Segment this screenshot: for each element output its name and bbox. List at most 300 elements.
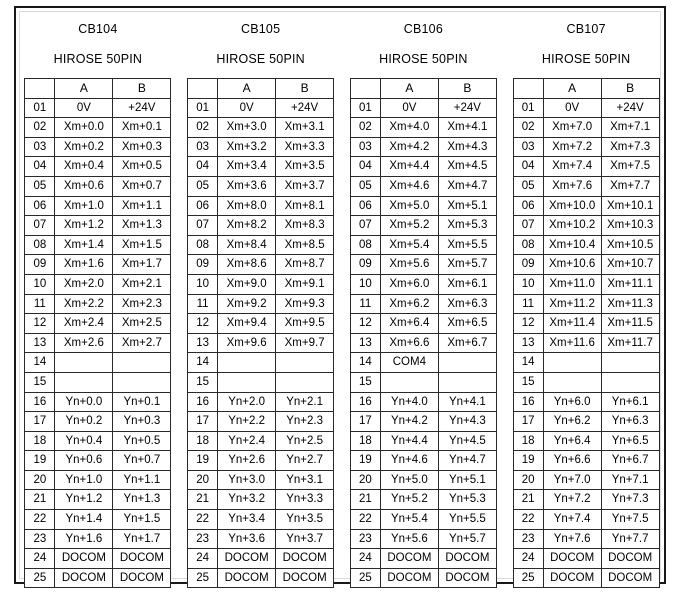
connector-block bbox=[344, 10, 504, 588]
pin-number-cell: 09 bbox=[350, 255, 380, 275]
column-header-a: A bbox=[543, 79, 601, 99]
pin-signal-cell-a: Xm+6.4 bbox=[380, 314, 438, 334]
pin-signal-cell-a: Xm+6.0 bbox=[380, 274, 438, 294]
pin-signal-cell-a: DOCOM bbox=[55, 549, 113, 569]
pin-signal-cell-b: Xm+10.7 bbox=[601, 255, 659, 275]
pin-signal-cell-b: DOCOM bbox=[601, 568, 659, 588]
pin-number-cell: 03 bbox=[350, 137, 380, 157]
pin-number-cell: 02 bbox=[350, 118, 380, 138]
table-row bbox=[350, 510, 496, 530]
pin-number-cell: 13 bbox=[513, 333, 543, 353]
pin-number-cell: 15 bbox=[513, 372, 543, 392]
pin-signal-cell-a: 0V bbox=[380, 98, 438, 118]
column-header-pin bbox=[513, 79, 543, 99]
table-row bbox=[25, 451, 171, 471]
pin-number-cell: 08 bbox=[350, 235, 380, 255]
table-row bbox=[188, 255, 334, 275]
table-row bbox=[350, 196, 496, 216]
pin-number-cell: 11 bbox=[513, 294, 543, 314]
column-header-b: B bbox=[601, 79, 659, 99]
pin-number-cell: 22 bbox=[513, 510, 543, 530]
table-row bbox=[350, 314, 496, 334]
pin-signal-cell-b: +24V bbox=[276, 98, 334, 118]
pin-number-cell: 07 bbox=[513, 216, 543, 236]
pin-signal-cell-b: Xm+5.5 bbox=[438, 235, 496, 255]
pin-signal-cell-b: +24V bbox=[113, 98, 171, 118]
pin-signal-cell-b: Xm+8.7 bbox=[276, 255, 334, 275]
pin-number-cell: 04 bbox=[25, 157, 55, 177]
pin-signal-cell-b: Xm+3.1 bbox=[276, 118, 334, 138]
pin-signal-cell-a: Xm+7.0 bbox=[543, 118, 601, 138]
pin-signal-cell-a: DOCOM bbox=[543, 568, 601, 588]
pin-signal-cell-a: Yn+2.2 bbox=[218, 412, 276, 432]
pin-number-cell: 13 bbox=[188, 333, 218, 353]
pin-signal-cell-b: Xm+0.3 bbox=[113, 137, 171, 157]
pin-assignment-table bbox=[350, 78, 497, 588]
pin-signal-cell-b: Yn+1.7 bbox=[113, 529, 171, 549]
pin-signal-cell-b bbox=[113, 372, 171, 392]
pin-signal-cell-a: Xm+11.6 bbox=[543, 333, 601, 353]
pin-signal-cell-b: Yn+5.3 bbox=[438, 490, 496, 510]
table-row bbox=[513, 510, 659, 530]
table-row bbox=[513, 490, 659, 510]
table-row bbox=[350, 549, 496, 569]
pin-number-cell: 20 bbox=[350, 470, 380, 490]
pin-signal-cell-b: Xm+2.7 bbox=[113, 333, 171, 353]
pin-number-cell: 06 bbox=[513, 196, 543, 216]
pin-number-cell: 15 bbox=[350, 372, 380, 392]
pin-signal-cell-a: Yn+0.0 bbox=[55, 392, 113, 412]
pin-number-cell: 11 bbox=[25, 294, 55, 314]
pin-signal-cell-a: Yn+5.2 bbox=[380, 490, 438, 510]
pin-signal-cell-b: Yn+6.5 bbox=[601, 431, 659, 451]
pin-signal-cell-a: Xm+2.2 bbox=[55, 294, 113, 314]
pin-signal-cell-a: Yn+5.4 bbox=[380, 510, 438, 530]
table-row bbox=[350, 392, 496, 412]
pin-signal-cell-a: Xm+5.2 bbox=[380, 216, 438, 236]
table-row bbox=[188, 510, 334, 530]
pin-signal-cell-b: Xm+1.3 bbox=[113, 216, 171, 236]
pin-signal-cell-b: Xm+4.5 bbox=[438, 157, 496, 177]
pin-signal-cell-a: Yn+4.6 bbox=[380, 451, 438, 471]
pin-signal-cell-a: Yn+2.4 bbox=[218, 431, 276, 451]
pin-number-cell: 18 bbox=[513, 431, 543, 451]
pin-signal-cell-a: Xm+7.6 bbox=[543, 176, 601, 196]
connector-title: CB107 bbox=[566, 22, 606, 36]
pin-signal-cell-b: Xm+6.3 bbox=[438, 294, 496, 314]
table-row bbox=[25, 157, 171, 177]
pin-signal-cell-a: Xm+4.4 bbox=[380, 157, 438, 177]
table-row bbox=[513, 451, 659, 471]
pin-signal-cell-b bbox=[276, 372, 334, 392]
pin-number-cell: 02 bbox=[513, 118, 543, 138]
pin-number-cell: 25 bbox=[188, 568, 218, 588]
pin-number-cell: 05 bbox=[513, 176, 543, 196]
pin-number-cell: 19 bbox=[513, 451, 543, 471]
table-row bbox=[350, 431, 496, 451]
pin-signal-cell-a: Xm+9.6 bbox=[218, 333, 276, 353]
pin-signal-cell-a: 0V bbox=[55, 98, 113, 118]
pin-signal-cell-b: Yn+2.7 bbox=[276, 451, 334, 471]
pin-signal-cell-b: Yn+1.3 bbox=[113, 490, 171, 510]
pin-signal-cell-a: Yn+5.0 bbox=[380, 470, 438, 490]
pin-signal-cell-a: Yn+4.0 bbox=[380, 392, 438, 412]
table-row bbox=[513, 412, 659, 432]
pin-signal-cell-a: Xm+4.0 bbox=[380, 118, 438, 138]
pin-signal-cell-b: Xm+7.3 bbox=[601, 137, 659, 157]
pin-number-cell: 25 bbox=[350, 568, 380, 588]
pin-signal-cell-a: Yn+3.6 bbox=[218, 529, 276, 549]
pin-signal-cell-b: Yn+0.3 bbox=[113, 412, 171, 432]
pin-signal-cell-a: Xm+11.4 bbox=[543, 314, 601, 334]
pin-signal-cell-b: Xm+7.7 bbox=[601, 176, 659, 196]
table-row bbox=[513, 529, 659, 549]
connector-type-label: HIROSE 50PIN bbox=[379, 52, 468, 66]
table-row bbox=[350, 294, 496, 314]
pin-number-cell: 22 bbox=[25, 510, 55, 530]
pin-signal-cell-a bbox=[380, 372, 438, 392]
table-row bbox=[513, 255, 659, 275]
table-row bbox=[188, 392, 334, 412]
pin-signal-cell-b: Yn+4.3 bbox=[438, 412, 496, 432]
pin-signal-cell-b: Xm+9.5 bbox=[276, 314, 334, 334]
table-row bbox=[188, 353, 334, 373]
pin-signal-cell-b: Xm+11.3 bbox=[601, 294, 659, 314]
pin-signal-cell-a: Yn+6.2 bbox=[543, 412, 601, 432]
pin-signal-cell-b: Yn+1.5 bbox=[113, 510, 171, 530]
pin-signal-cell-a bbox=[543, 353, 601, 373]
pin-signal-cell-b bbox=[601, 353, 659, 373]
pin-number-cell: 07 bbox=[25, 216, 55, 236]
pin-number-cell: 24 bbox=[513, 549, 543, 569]
pin-signal-cell-b: Xm+2.5 bbox=[113, 314, 171, 334]
pin-number-cell: 16 bbox=[25, 392, 55, 412]
pin-signal-cell-a: Xm+0.4 bbox=[55, 157, 113, 177]
pin-number-cell: 16 bbox=[188, 392, 218, 412]
pin-number-cell: 12 bbox=[25, 314, 55, 334]
pin-number-cell: 23 bbox=[25, 529, 55, 549]
table-row bbox=[513, 176, 659, 196]
pin-signal-cell-b bbox=[438, 372, 496, 392]
table-row bbox=[513, 157, 659, 177]
pin-number-cell: 17 bbox=[513, 412, 543, 432]
pin-number-cell: 18 bbox=[350, 431, 380, 451]
pin-signal-cell-a: Yn+6.0 bbox=[543, 392, 601, 412]
pin-number-cell: 25 bbox=[25, 568, 55, 588]
pin-signal-cell-a: Xm+0.2 bbox=[55, 137, 113, 157]
pin-signal-cell-b: Xm+4.7 bbox=[438, 176, 496, 196]
pin-signal-cell-a: DOCOM bbox=[218, 549, 276, 569]
pin-signal-cell-a: Xm+2.4 bbox=[55, 314, 113, 334]
pin-signal-cell-b: Yn+0.7 bbox=[113, 451, 171, 471]
table-row bbox=[25, 529, 171, 549]
pin-signal-cell-a: Yn+7.4 bbox=[543, 510, 601, 530]
table-row bbox=[513, 392, 659, 412]
pin-signal-cell-a: Yn+1.6 bbox=[55, 529, 113, 549]
pin-signal-cell-b: Xm+1.5 bbox=[113, 235, 171, 255]
pin-number-cell: 14 bbox=[25, 353, 55, 373]
pin-number-cell: 01 bbox=[350, 98, 380, 118]
table-row bbox=[25, 255, 171, 275]
pin-number-cell: 11 bbox=[188, 294, 218, 314]
table-row bbox=[188, 372, 334, 392]
pin-number-cell: 05 bbox=[25, 176, 55, 196]
table-row bbox=[188, 235, 334, 255]
pin-signal-cell-a: Yn+1.0 bbox=[55, 470, 113, 490]
table-row bbox=[25, 549, 171, 569]
pin-signal-cell-a: Xm+9.4 bbox=[218, 314, 276, 334]
table-row bbox=[25, 118, 171, 138]
pin-number-cell: 24 bbox=[350, 549, 380, 569]
table-row bbox=[513, 216, 659, 236]
pin-signal-cell-b: Xm+7.1 bbox=[601, 118, 659, 138]
table-row bbox=[25, 568, 171, 588]
pin-number-cell: 07 bbox=[188, 216, 218, 236]
pin-signal-cell-b: Yn+6.1 bbox=[601, 392, 659, 412]
pin-signal-cell-a: DOCOM bbox=[380, 568, 438, 588]
pin-signal-cell-b: Yn+1.1 bbox=[113, 470, 171, 490]
pin-signal-cell-a: Xm+4.2 bbox=[380, 137, 438, 157]
pin-signal-cell-a: 0V bbox=[218, 98, 276, 118]
pin-number-cell: 04 bbox=[513, 157, 543, 177]
pin-signal-cell-b: Yn+7.1 bbox=[601, 470, 659, 490]
pin-signal-cell-a: Yn+3.4 bbox=[218, 510, 276, 530]
pin-signal-cell-b: Xm+11.5 bbox=[601, 314, 659, 334]
pin-signal-cell-a: Xm+9.0 bbox=[218, 274, 276, 294]
pin-signal-cell-a: DOCOM bbox=[55, 568, 113, 588]
pin-signal-cell-b: Xm+11.1 bbox=[601, 274, 659, 294]
pin-number-cell: 10 bbox=[513, 274, 543, 294]
table-row bbox=[513, 314, 659, 334]
pin-number-cell: 10 bbox=[350, 274, 380, 294]
pin-number-cell: 14 bbox=[350, 353, 380, 373]
pin-signal-cell-a: Yn+4.2 bbox=[380, 412, 438, 432]
pin-number-cell: 10 bbox=[25, 274, 55, 294]
pin-signal-cell-b: Xm+1.7 bbox=[113, 255, 171, 275]
table-row bbox=[513, 274, 659, 294]
pin-signal-cell-b: Xm+2.1 bbox=[113, 274, 171, 294]
table-row bbox=[25, 412, 171, 432]
pin-signal-cell-b: DOCOM bbox=[113, 549, 171, 569]
pin-number-cell: 18 bbox=[188, 431, 218, 451]
pin-signal-cell-b: Yn+4.5 bbox=[438, 431, 496, 451]
pin-signal-cell-a: Xm+1.0 bbox=[55, 196, 113, 216]
pin-number-cell: 16 bbox=[350, 392, 380, 412]
pin-signal-cell-a: Yn+0.6 bbox=[55, 451, 113, 471]
pin-signal-cell-a: Xm+0.6 bbox=[55, 176, 113, 196]
pin-signal-cell-a: Xm+2.6 bbox=[55, 333, 113, 353]
pin-number-cell: 03 bbox=[25, 137, 55, 157]
pin-number-cell: 08 bbox=[25, 235, 55, 255]
column-header-pin bbox=[350, 79, 380, 99]
pin-signal-cell-a: Yn+1.4 bbox=[55, 510, 113, 530]
pin-number-cell: 12 bbox=[513, 314, 543, 334]
pin-number-cell: 20 bbox=[513, 470, 543, 490]
pin-signal-cell-b: Xm+4.1 bbox=[438, 118, 496, 138]
pin-number-cell: 03 bbox=[513, 137, 543, 157]
table-row bbox=[25, 314, 171, 334]
pin-signal-cell-a bbox=[218, 353, 276, 373]
table-row bbox=[513, 98, 659, 118]
pin-signal-cell-b: Yn+3.1 bbox=[276, 470, 334, 490]
pin-signal-cell-b: Xm+5.7 bbox=[438, 255, 496, 275]
connector-title: CB105 bbox=[241, 22, 281, 36]
pin-signal-cell-b: Xm+3.5 bbox=[276, 157, 334, 177]
pin-signal-cell-b: +24V bbox=[438, 98, 496, 118]
pin-number-cell: 18 bbox=[25, 431, 55, 451]
table-row bbox=[25, 137, 171, 157]
pin-signal-cell-a: Xm+1.2 bbox=[55, 216, 113, 236]
table-row bbox=[350, 274, 496, 294]
pin-signal-cell-a: Xm+3.4 bbox=[218, 157, 276, 177]
pin-signal-cell-b: Xm+0.7 bbox=[113, 176, 171, 196]
table-row bbox=[188, 490, 334, 510]
pin-signal-cell-b: Xm+8.3 bbox=[276, 216, 334, 236]
pin-signal-cell-a: DOCOM bbox=[380, 549, 438, 569]
pin-signal-cell-a: Yn+6.4 bbox=[543, 431, 601, 451]
pin-assignment-table bbox=[513, 78, 660, 588]
table-row bbox=[513, 118, 659, 138]
pin-signal-cell-b: Yn+3.7 bbox=[276, 529, 334, 549]
table-row bbox=[513, 333, 659, 353]
pin-signal-cell-b: Yn+2.5 bbox=[276, 431, 334, 451]
pin-signal-cell-a: Xm+3.2 bbox=[218, 137, 276, 157]
table-row bbox=[25, 431, 171, 451]
pin-signal-cell-b: Xm+0.5 bbox=[113, 157, 171, 177]
pin-signal-cell-b: Xm+10.3 bbox=[601, 216, 659, 236]
table-row bbox=[350, 568, 496, 588]
pin-signal-cell-b: Xm+9.1 bbox=[276, 274, 334, 294]
pin-signal-cell-a: Xm+11.2 bbox=[543, 294, 601, 314]
table-row bbox=[188, 157, 334, 177]
pin-signal-cell-b: Xm+2.3 bbox=[113, 294, 171, 314]
pin-signal-cell-b bbox=[601, 372, 659, 392]
table-row bbox=[25, 216, 171, 236]
pin-number-cell: 22 bbox=[188, 510, 218, 530]
table-row bbox=[513, 235, 659, 255]
pin-signal-cell-b: DOCOM bbox=[276, 568, 334, 588]
pin-number-cell: 03 bbox=[188, 137, 218, 157]
pin-number-cell: 23 bbox=[188, 529, 218, 549]
pin-signal-cell-b: DOCOM bbox=[276, 549, 334, 569]
pin-number-cell: 02 bbox=[25, 118, 55, 138]
pin-number-cell: 24 bbox=[25, 549, 55, 569]
pin-number-cell: 21 bbox=[188, 490, 218, 510]
table-header-row bbox=[188, 79, 334, 99]
pin-signal-cell-b: Xm+11.7 bbox=[601, 333, 659, 353]
pin-signal-cell-b: Yn+7.3 bbox=[601, 490, 659, 510]
pin-number-cell: 04 bbox=[350, 157, 380, 177]
pin-signal-cell-b: Xm+4.3 bbox=[438, 137, 496, 157]
pin-number-cell: 14 bbox=[513, 353, 543, 373]
pin-signal-cell-a: Xm+4.6 bbox=[380, 176, 438, 196]
pin-number-cell: 05 bbox=[350, 176, 380, 196]
pin-signal-cell-a: Xm+5.4 bbox=[380, 235, 438, 255]
table-row bbox=[188, 196, 334, 216]
pin-number-cell: 09 bbox=[25, 255, 55, 275]
table-row bbox=[188, 529, 334, 549]
pin-number-cell: 21 bbox=[25, 490, 55, 510]
pin-signal-cell-b: Yn+0.5 bbox=[113, 431, 171, 451]
pin-number-cell: 13 bbox=[350, 333, 380, 353]
connector-type-label: HIROSE 50PIN bbox=[53, 52, 143, 66]
pin-number-cell: 20 bbox=[25, 470, 55, 490]
pin-signal-cell-b: Yn+2.3 bbox=[276, 412, 334, 432]
pin-signal-cell-b: +24V bbox=[601, 98, 659, 118]
pin-signal-cell-b: Yn+5.5 bbox=[438, 510, 496, 530]
pin-number-cell: 15 bbox=[25, 372, 55, 392]
table-row bbox=[25, 274, 171, 294]
pin-number-cell: 19 bbox=[188, 451, 218, 471]
table-header-row bbox=[350, 79, 496, 99]
table-row bbox=[188, 333, 334, 353]
pin-number-cell: 19 bbox=[25, 451, 55, 471]
pin-signal-cell-a: Yn+3.0 bbox=[218, 470, 276, 490]
table-header-row bbox=[25, 79, 171, 99]
pin-number-cell: 24 bbox=[188, 549, 218, 569]
column-header-a: A bbox=[55, 79, 113, 99]
table-row bbox=[25, 333, 171, 353]
pin-number-cell: 23 bbox=[350, 529, 380, 549]
pin-signal-cell-b: Yn+7.5 bbox=[601, 510, 659, 530]
connector-title: CB104 bbox=[78, 22, 118, 36]
table-row bbox=[25, 353, 171, 373]
pin-number-cell: 17 bbox=[25, 412, 55, 432]
pin-signal-cell-b: Xm+5.3 bbox=[438, 216, 496, 236]
pin-number-cell: 08 bbox=[513, 235, 543, 255]
connector-title: CB106 bbox=[403, 22, 443, 36]
pin-number-cell: 09 bbox=[513, 255, 543, 275]
pin-signal-cell-b: Yn+3.5 bbox=[276, 510, 334, 530]
pin-number-cell: 09 bbox=[188, 255, 218, 275]
pin-number-cell: 06 bbox=[350, 196, 380, 216]
table-row bbox=[188, 431, 334, 451]
pin-signal-cell-b: Yn+3.3 bbox=[276, 490, 334, 510]
table-row bbox=[25, 372, 171, 392]
table-row bbox=[513, 294, 659, 314]
table-row bbox=[350, 353, 496, 373]
pin-signal-cell-a: COM4 bbox=[380, 353, 438, 373]
pin-number-cell: 17 bbox=[188, 412, 218, 432]
connector-type-label: HIROSE 50PIN bbox=[541, 52, 631, 66]
pin-signal-cell-b: Xm+8.1 bbox=[276, 196, 334, 216]
pin-signal-cell-b: Xm+6.5 bbox=[438, 314, 496, 334]
pin-signal-cell-a: Yn+2.6 bbox=[218, 451, 276, 471]
table-row bbox=[350, 235, 496, 255]
connector-table-group bbox=[18, 10, 666, 582]
pin-signal-cell-b: Xm+10.5 bbox=[601, 235, 659, 255]
table-row bbox=[188, 294, 334, 314]
pin-number-cell: 21 bbox=[513, 490, 543, 510]
pin-signal-cell-a: Xm+11.0 bbox=[543, 274, 601, 294]
pin-signal-cell-a: Xm+6.6 bbox=[380, 333, 438, 353]
table-row bbox=[350, 157, 496, 177]
pin-signal-cell-a: Xm+8.6 bbox=[218, 255, 276, 275]
pin-signal-cell-b: Yn+0.1 bbox=[113, 392, 171, 412]
column-header-pin bbox=[188, 79, 218, 99]
table-row bbox=[513, 372, 659, 392]
pin-signal-cell-a: Xm+7.2 bbox=[543, 137, 601, 157]
table-row bbox=[350, 490, 496, 510]
pin-number-cell: 01 bbox=[25, 98, 55, 118]
pin-number-cell: 01 bbox=[513, 98, 543, 118]
pin-number-cell: 12 bbox=[350, 314, 380, 334]
table-row bbox=[350, 176, 496, 196]
table-row bbox=[350, 412, 496, 432]
pin-assignment-table bbox=[187, 78, 334, 588]
pin-signal-cell-b: Xm+9.7 bbox=[276, 333, 334, 353]
pin-signal-cell-a bbox=[55, 353, 113, 373]
